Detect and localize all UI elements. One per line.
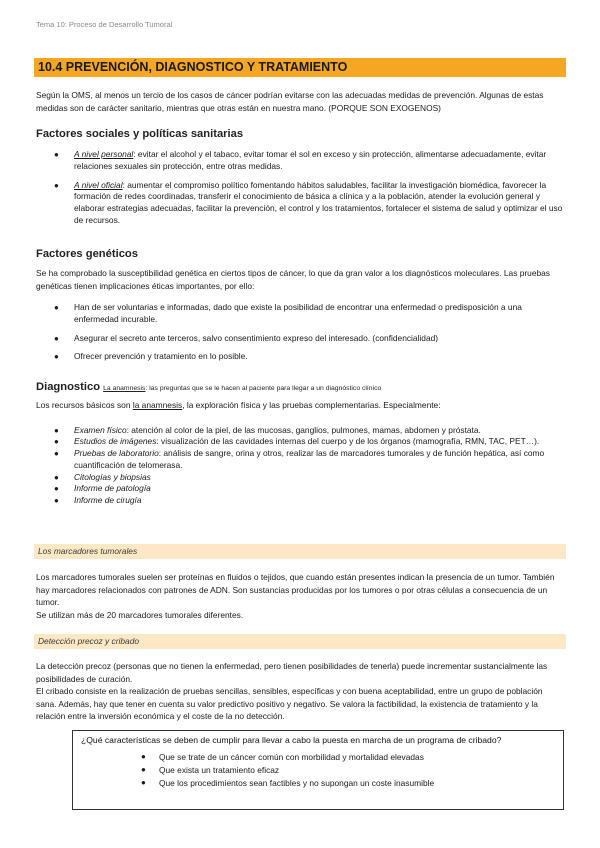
intro-text: , la exploración física y las pruebas complementarias. Especialmente: — [182, 400, 441, 410]
item-term: Examen físico — [74, 424, 127, 435]
genetic-heading: Factores genéticos — [36, 248, 138, 260]
item-term: Informe de cirugía — [74, 495, 142, 506]
item-text: : aumentar el compromiso político fomentando hábitos saludables, facilitar la investigación biomédica, favorecer la formación de redes coordinadas, transferir el conocimiento de básica a clínica y a la población, atender la evolución general y elaborar estrategias adecuadas, facilitar la prevención, el control y los tratamientos, fortalecer el sistema de salud y optimizar el uso de recursos. — [74, 179, 563, 225]
markers-heading: Los marcadores tumorales — [34, 544, 566, 559]
item-term: Informe de patología — [74, 483, 151, 494]
list-item — [81, 777, 555, 790]
bullet-icon: ● — [54, 437, 59, 447]
bullet-icon: ● — [54, 449, 59, 459]
diagnostico-intro — [36, 399, 564, 412]
item-term: Citologías y biopsias — [74, 471, 151, 482]
social-list — [36, 149, 564, 227]
genetic-section — [36, 248, 564, 363]
list-item — [36, 483, 564, 495]
bullet-icon: ● — [54, 150, 59, 159]
item-text: : visualización de las cavidades internas del cuerpo y de los órganos (mamografía, RMN, TAC, PET…). — [156, 436, 540, 447]
screening-heading: Detección precoz y cribado — [34, 634, 566, 649]
genetic-list — [36, 302, 564, 363]
list-item — [36, 351, 564, 363]
anamnesis-definition: : las preguntas que se le hacen al paciente para llegar a un diagnóstico clínico — [145, 385, 382, 392]
item-term: Estudios de imágenes — [74, 436, 157, 447]
list-item — [36, 149, 564, 173]
intro-term: la anamnesis — [132, 400, 183, 410]
intro-paragraph: Según la OMS, al menos un tercio de los casos de cáncer podrían evitarse con las adecuadas medidas de prevención. Algunas de estas medidas son de carácter sanitario, mientras que otras están en nuestra mano. (PORQUE SON EXOGENOS) — [36, 90, 544, 113]
bullet-icon: ● — [54, 303, 59, 312]
bullet-icon: ● — [141, 752, 146, 761]
diagnostico-section — [36, 381, 564, 507]
list-item — [81, 764, 555, 777]
item-text: Que los procedimientos sean factibles y no supongan un coste inasumible — [159, 777, 435, 788]
bullet-icon: ● — [141, 764, 146, 774]
item-text: : evitar el alcohol y el tabaco, evitar tomar el sol en exceso y sin protección, alimentarse adecuadamente, evitar relaciones sexuales sin protección, entre otras medidas. — [74, 149, 547, 171]
screening-question-box — [72, 730, 564, 810]
bullet-icon: ● — [54, 352, 59, 362]
bullet-icon: ● — [54, 484, 59, 494]
list-item — [36, 180, 564, 227]
bullet-icon: ● — [54, 180, 59, 190]
list-item — [36, 302, 564, 326]
bullet-icon: ● — [54, 333, 59, 343]
item-text: Han de ser voluntarias e informadas, dado que existe la posibilidad de encontrar una enfermedad o predisposición a una enfermedad incurable. — [74, 302, 522, 324]
item-text: : análisis de sangre, orina y otros, realizar las de marcadores tumorales y de función hepática, así como cuantificación de telomerasa. — [74, 448, 545, 470]
anamnesis-term: La anamnesis — [103, 385, 146, 392]
item-text: Asegurar el secreto ante terceros, salvo consentimiento expreso del interesado. (confidencialidad) — [74, 332, 439, 343]
item-term: Pruebas de laboratorio — [74, 448, 159, 459]
item-text: Ofrecer prevención y tratamiento en lo posible. — [74, 351, 248, 362]
bullet-icon: ● — [54, 496, 59, 506]
item-term: A nivel personal — [74, 149, 134, 159]
bullet-icon: ● — [141, 777, 146, 787]
item-text: Que exista un tratamiento eficaz — [159, 764, 280, 775]
screening-question: ¿Qué características se deben de cumplir para llevar a cabo la puesta en marcha de un programa de cribado? — [81, 735, 502, 745]
screening-block — [36, 660, 564, 723]
list-item — [81, 751, 555, 764]
anamnesis-note — [103, 385, 381, 392]
diagnostico-title: Diagnostico — [36, 381, 101, 393]
running-header: Tema 10: Proceso de Desarrollo Tumoral — [36, 20, 173, 29]
social-section — [36, 128, 564, 227]
markers-paragraph: Los marcadores tumorales suelen ser proteínas en fluidos o tejidos, que cuando están presentes indican la presencia de un tumor. También hay marcadores relacionados con patrones de ADN. Son sustancias producidas por los tumores o por otras células a consecuencia de un tumor. — [36, 572, 555, 607]
list-item — [36, 436, 564, 448]
bullet-icon: ● — [54, 425, 59, 435]
list-item — [36, 495, 564, 507]
item-text: : atención al color de la piel, de las mucosas, ganglios, pulmones, mamas, abdomen y próstata. — [126, 424, 481, 435]
screening-paragraph-1: La detección precoz (personas que no tienen la enfermedad, pero tienen posibilidades de tenerla) puede incrementar sustancialmente las posibilidades de curación. — [36, 661, 548, 684]
list-item — [36, 425, 564, 437]
markers-count: Se utilizan más de 20 marcadores tumorales diferentes. — [36, 609, 244, 620]
social-heading: Factores sociales y políticas sanitarias — [36, 128, 244, 140]
diagnostico-heading — [36, 381, 564, 393]
genetic-intro: Se ha comprobado la susceptibilidad genética en ciertos tipos de cáncer, lo que da gran valor a los diagnósticos moleculares. Las pruebas genéticas tienen implicaciones éticas importantes, por ello: — [36, 268, 550, 291]
screening-criteria-list — [81, 751, 555, 789]
bullet-icon: ● — [54, 472, 59, 482]
intro-text: Los recursos básicos son — [36, 400, 133, 410]
list-item — [36, 472, 564, 484]
section-title: 10.4 PREVENCIÓN, DIAGNOSTICO Y TRATAMIENTO — [34, 58, 566, 77]
item-term: A nivel oficial — [74, 179, 123, 190]
item-text: Que se trate de un cáncer común con morbilidad y mortalidad elevadas — [159, 752, 424, 762]
intro-paragraph-block — [36, 89, 564, 114]
diagnostico-list — [36, 425, 564, 508]
list-item — [36, 448, 564, 472]
list-item — [36, 333, 564, 345]
screening-paragraph-2: El cribado consiste en la realización de pruebas sencillas, sensibles, específicas y con buena aceptabilidad, entre un grupo de población sana. Además, hay que tener en cuenta su valor predictivo positivo y negativo. Se valora la factibilidad, la existencia de tratamiento y la relación entre la inversión económica y el coste de la no detección. — [36, 686, 543, 721]
markers-block — [36, 571, 564, 621]
